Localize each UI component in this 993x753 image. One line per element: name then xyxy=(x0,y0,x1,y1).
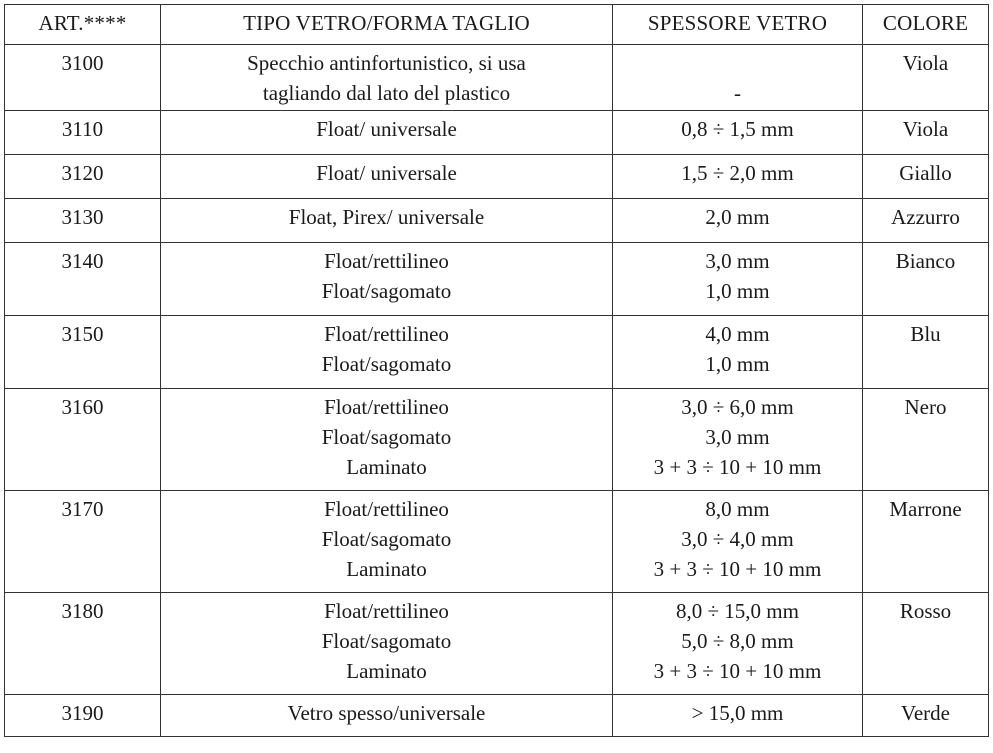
cell-colore: Giallo xyxy=(863,155,989,199)
cell-colore: Rosso xyxy=(863,593,989,695)
cell-line: Vetro spesso/universale xyxy=(287,701,486,725)
cell-line: > 15,0 mm xyxy=(691,701,784,725)
cell-tipo xyxy=(161,199,613,243)
cell-tipo xyxy=(161,593,613,695)
cell-line: Specchio antinfortunistico, si usa xyxy=(247,51,526,75)
cell-line: Float/sagomato xyxy=(321,629,452,653)
cell-spessore xyxy=(613,243,863,316)
cell-line: Float/sagomato xyxy=(321,279,452,303)
cell-spessore xyxy=(613,491,863,593)
cell-line: 3,0 ÷ 6,0 mm xyxy=(681,395,794,419)
cell-line: Float/ universale xyxy=(316,117,457,141)
cell-art: 3110 xyxy=(5,111,161,155)
cell-art: 3160 xyxy=(5,389,161,491)
table-row xyxy=(5,316,989,389)
cell-line: Float/sagomato xyxy=(321,352,452,376)
cell-line: Float/rettilineo xyxy=(324,322,449,346)
cell-line: Laminato xyxy=(346,557,427,581)
table-row xyxy=(5,491,989,593)
cell-line: 3 + 3 ÷ 10 + 10 mm xyxy=(653,659,822,683)
table-row xyxy=(5,593,989,695)
cell-tipo xyxy=(161,389,613,491)
cell-line: 3,0 ÷ 4,0 mm xyxy=(681,527,794,551)
cell-art: 3130 xyxy=(5,199,161,243)
cell-line: Float/rettilineo xyxy=(324,395,449,419)
cell-line: 2,0 mm xyxy=(705,205,770,229)
table-row xyxy=(5,695,989,737)
header-art: ART.**** xyxy=(5,5,161,45)
cell-line: Laminato xyxy=(346,455,427,479)
cell-line: 3,0 mm xyxy=(705,425,770,449)
table-row xyxy=(5,45,989,111)
cell-spessore xyxy=(613,389,863,491)
cell-colore: Bianco xyxy=(863,243,989,316)
cell-line: Float/rettilineo xyxy=(324,497,449,521)
cell-line: 8,0 mm xyxy=(705,497,770,521)
table-body xyxy=(5,45,989,737)
cell-line: tagliando dal lato del plastico xyxy=(262,81,511,105)
cell-tipo xyxy=(161,695,613,737)
cell-line: 1,5 ÷ 2,0 mm xyxy=(681,161,794,185)
cell-line: Float/ universale xyxy=(316,161,457,185)
cell-tipo xyxy=(161,155,613,199)
cell-line: Float/sagomato xyxy=(321,425,452,449)
header-spessore-vetro: SPESSORE VETRO xyxy=(613,5,863,45)
cell-spessore xyxy=(613,45,863,111)
cell-spessore xyxy=(613,316,863,389)
cell-line: Float, Pirex/ universale xyxy=(288,205,485,229)
cell-art: 3190 xyxy=(5,695,161,737)
cell-tipo xyxy=(161,491,613,593)
header-row xyxy=(5,5,989,45)
cell-line: 3 + 3 ÷ 10 + 10 mm xyxy=(653,455,822,479)
cell-line: 3 + 3 ÷ 10 + 10 mm xyxy=(653,557,822,581)
cell-colore: Blu xyxy=(863,316,989,389)
cell-colore: Marrone xyxy=(863,491,989,593)
cell-art: 3170 xyxy=(5,491,161,593)
header-colore: COLORE xyxy=(863,5,989,45)
cell-line: Float/rettilineo xyxy=(324,249,449,273)
table-header xyxy=(5,5,989,45)
cell-tipo xyxy=(161,243,613,316)
cell-line: 4,0 mm xyxy=(705,322,770,346)
cell-spessore xyxy=(613,199,863,243)
cell-colore: Azzurro xyxy=(863,199,989,243)
table-row xyxy=(5,155,989,199)
cell-line: 8,0 ÷ 15,0 mm xyxy=(676,599,799,623)
header-tipo-vetro: TIPO VETRO/FORMA TAGLIO xyxy=(161,5,613,45)
table-row xyxy=(5,389,989,491)
cell-spessore xyxy=(613,695,863,737)
cell-spessore xyxy=(613,155,863,199)
cell-art: 3120 xyxy=(5,155,161,199)
cell-colore: Nero xyxy=(863,389,989,491)
cell-colore: Viola xyxy=(863,45,989,111)
cell-art: 3150 xyxy=(5,316,161,389)
cell-art: 3140 xyxy=(5,243,161,316)
table-row xyxy=(5,111,989,155)
cell-spessore xyxy=(613,593,863,695)
cell-line: Laminato xyxy=(346,659,427,683)
table-row xyxy=(5,199,989,243)
cell-art: 3100 xyxy=(5,45,161,111)
cell-art: 3180 xyxy=(5,593,161,695)
cell-spessore xyxy=(613,111,863,155)
cell-tipo xyxy=(161,316,613,389)
cell-line: 5,0 ÷ 8,0 mm xyxy=(681,629,794,653)
cell-colore: Viola xyxy=(863,111,989,155)
cell-line: 1,0 mm xyxy=(705,352,770,376)
cell-line: 0,8 ÷ 1,5 mm xyxy=(681,117,794,141)
cell-line: - xyxy=(734,81,741,105)
table-row xyxy=(5,243,989,316)
cell-colore: Verde xyxy=(863,695,989,737)
cell-line: Float/sagomato xyxy=(321,527,452,551)
cell-line: 3,0 mm xyxy=(705,249,770,273)
cell-tipo xyxy=(161,111,613,155)
cell-line: Float/rettilineo xyxy=(324,599,449,623)
glass-type-table xyxy=(4,4,989,737)
cell-tipo xyxy=(161,45,613,111)
cell-line: 1,0 mm xyxy=(705,279,770,303)
